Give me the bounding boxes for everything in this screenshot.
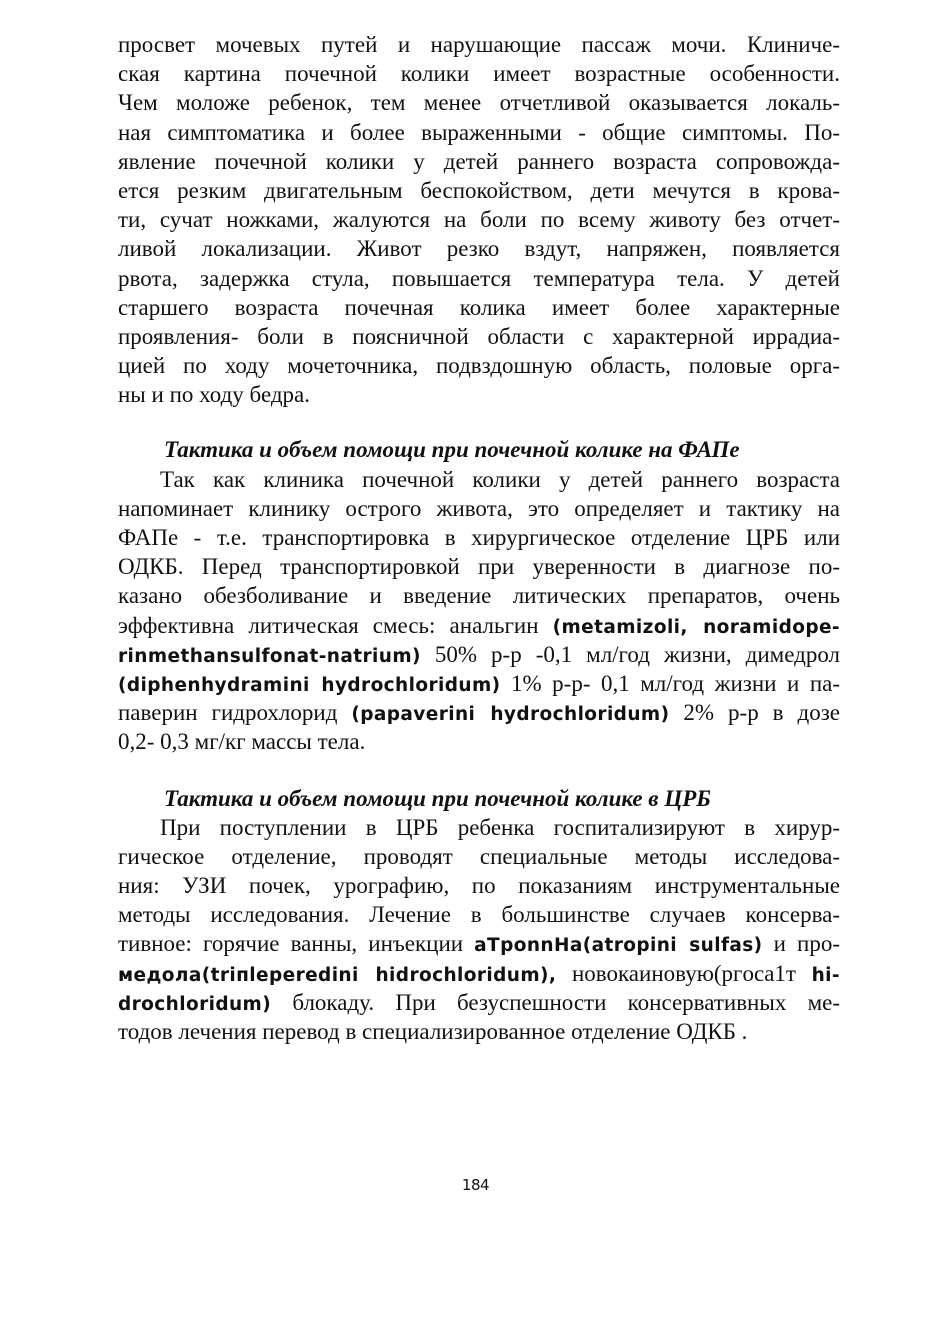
paragraph [118, 465, 840, 757]
text-segment: и про- [762, 931, 840, 957]
text-line [118, 871, 840, 900]
text-line [118, 640, 840, 669]
text-line [118, 205, 840, 234]
text-segment: 50% р-р -0,1 мл/год жизни, димедрол [420, 641, 840, 667]
latin-drug-name: aTponnHa(atropini sulfas) [474, 935, 763, 957]
paragraph [118, 30, 840, 409]
latin-drug-name: (papaverini hydrochloridum) [351, 704, 670, 726]
text-line [118, 727, 840, 756]
text-segment: блокаду. При безуспешности консервативных ме- [271, 989, 840, 1015]
text-segment: ется резким двигательным беспокойством, дети мечутся в крова- [118, 177, 840, 203]
paragraph-gap [118, 409, 840, 435]
text-segment: старшего возраста почечная колика имеет более характерные [118, 294, 840, 320]
text-line [118, 176, 840, 205]
text-segment: 0,2- 0,3 мг/кг массы тела. [118, 729, 366, 755]
text-segment: паверин гидрохлорид [118, 700, 352, 726]
text-line [118, 118, 840, 147]
text-line [118, 494, 840, 523]
text-segment: ная симптоматика и более выраженными - общие симптомы. По- [118, 119, 840, 145]
text-line [118, 842, 840, 871]
text-segment: Так как клиника почечной колики у детей раннего возраста [160, 466, 840, 492]
text-segment: 1% р-р- 0,1 мл/год жизни и па- [500, 670, 840, 696]
latin-drug-name: drochloridum) [118, 993, 272, 1015]
text-line [118, 351, 840, 380]
text-segment: явление почечной колики у детей раннего возраста сопровожда- [118, 148, 840, 174]
latin-drug-name: rinmethansulfonat-natrium) [118, 645, 421, 667]
text-segment: ливой локализации. Живот резко вздут, напряжен, появляется [118, 236, 840, 262]
text-segment: тивное: горячие ванны, инъекции [118, 931, 475, 957]
text-line [118, 959, 840, 988]
latin-drug-name: медола(triпleperedini hidrochloridum), [118, 964, 557, 986]
text-segment: ния: УЗИ почек, урографию, по показаниям инструментальные [118, 873, 840, 899]
text-line [118, 813, 840, 842]
text-segment: ская картина почечной колики имеет возрастные особенности. [118, 61, 840, 87]
text-segment: новокаиновую(pгoca1т [556, 960, 812, 986]
text-line [118, 30, 840, 59]
text-line [118, 293, 840, 322]
text-segment: ти, сучат ножками, жалуются на боли по всему животу без отчет- [118, 207, 840, 233]
text-segment: ны и по ходу бедра. [118, 382, 311, 408]
text-line [118, 88, 840, 117]
text-segment: 2% р-р в дозе [669, 700, 840, 726]
latin-drug-name: (metamizoli, noramidope- [552, 616, 840, 638]
text-line [118, 59, 840, 88]
paragraph [118, 813, 840, 1047]
text-line [118, 523, 840, 552]
text-line [118, 669, 840, 698]
text-line [118, 698, 840, 727]
text-line [118, 900, 840, 929]
text-line [118, 611, 840, 640]
text-segment: эффективна литическая смесь: анальгин [118, 612, 553, 638]
text-segment: казано обезболивание и введение литических препаратов, очень [118, 583, 840, 609]
latin-drug-name: hi- [811, 964, 840, 986]
text-line [118, 552, 840, 581]
text-line [118, 1017, 840, 1046]
text-line [118, 322, 840, 351]
text-segment: проявления- боли в поясничной области с характерной иррадиа- [118, 323, 840, 349]
text-line [118, 264, 840, 293]
text-segment: рвота, задержка стула, повышается температура тела. У детей [118, 265, 840, 291]
text-segment: Чем моложе ребенок, тем менее отчетливой оказывается локаль- [118, 90, 840, 116]
text-segment: методы исследования. Лечение в большинстве случаев консерва- [118, 902, 840, 928]
text-segment: просвет мочевых путей и нарушающие пассаж мочи. Клиниче- [118, 32, 840, 57]
page-number: 184 [461, 1176, 490, 1194]
text-segment: При поступлении в ЦРБ ребенка госпитализируют в хирур- [160, 814, 840, 840]
text-line [118, 465, 840, 494]
text-segment: тодов лечения перевод в специализированное отделение ОДКБ . [118, 1019, 748, 1044]
section-heading: Тактика и объем помощи при почечной колике в ЦРБ [164, 785, 711, 811]
text-segment: гическое отделение, проводят специальные методы исследова- [118, 843, 840, 869]
text-segment: напоминает клинику острого живота, это определяет и тактику на [118, 495, 840, 521]
text-line [118, 147, 840, 176]
paragraph-gap [118, 757, 840, 784]
text-segment: ОДКБ. Перед транспортировкой при уверенности в диагнозе по- [118, 554, 840, 580]
text-line [118, 929, 840, 958]
text-segment: цией по ходу мочеточника, подвздошную область, половые орга- [118, 353, 840, 379]
section-heading: Тактика и объем помощи при почечной колике на ФАПе [164, 437, 740, 463]
text-line [118, 234, 840, 263]
latin-drug-name: (diphenhydramini hydrochloridum) [118, 674, 501, 696]
text-line [118, 988, 840, 1017]
text-line [118, 581, 840, 610]
text-segment: ФАПе - т.е. транспортировка в хирургическое отделение ЦРБ или [118, 525, 840, 550]
page-body [118, 30, 840, 1046]
text-line [118, 380, 840, 409]
